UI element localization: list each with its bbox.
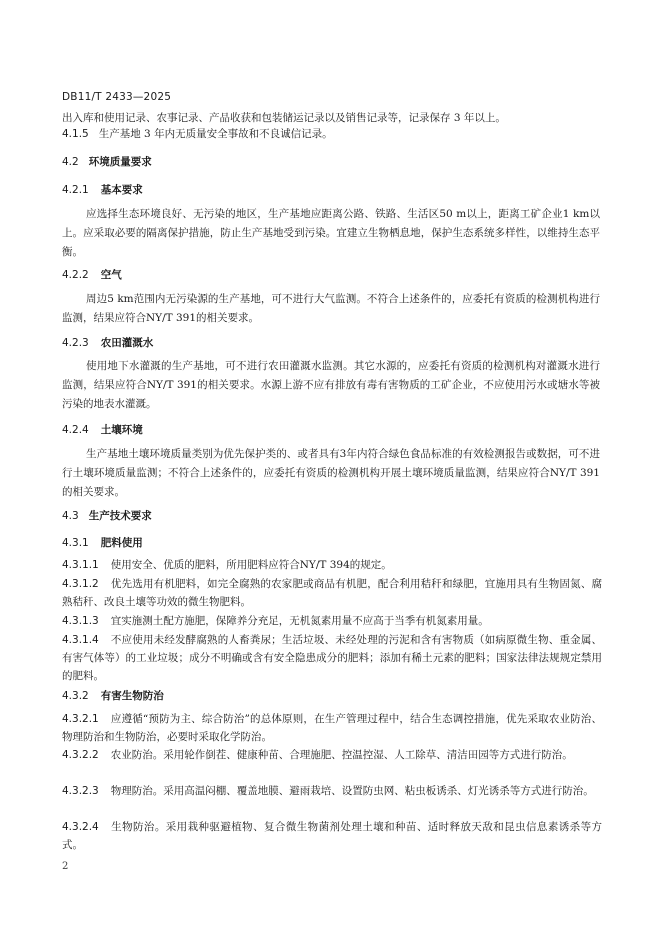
section-4-2-1-heading <box>62 182 143 197</box>
clause-4-3-1-2 <box>62 575 602 611</box>
section-number: 4.2.4 <box>62 424 89 436</box>
section-4-2-2-heading <box>62 267 122 282</box>
clause-text: 生物防治。采用栽种驱避植物、复合微生物菌剂处理土壤和种苗、适时释放天敌和昆虫信息素诱杀等方式。 <box>62 821 602 851</box>
page-number: 2 <box>62 861 69 872</box>
clause-text: 宜实施测土配方施肥，保障养分充足，无机氮素用量不应高于当季有机氮素用量。 <box>110 615 489 627</box>
clause-number: 4.3.2.2 <box>62 749 99 761</box>
clause-4-3-2-2 <box>62 746 602 764</box>
continued-paragraph: 出入库和使用记录、农事记录、产品收获和包装储运记录以及销售记录等，记录保存 3 年以上。 <box>62 112 506 124</box>
section-number: 4.3 <box>62 510 79 522</box>
clause-text: 物理防治。采用高温闷棚、覆盖地膜、避雨栽培、设置防虫网、粘虫板诱杀、灯光诱杀等方式进行防治。 <box>110 785 594 797</box>
section-title: 空气 <box>100 269 122 281</box>
section-4-3-2-heading <box>62 688 164 703</box>
section-number: 4.2.1 <box>62 184 89 196</box>
clause-text: 农业防治。采用轮作倒茬、健康种苗、合理施肥、控温控湿、人工除草、清洁田园等方式进行防治。 <box>110 749 573 761</box>
clause-number: 4.3.2.4 <box>62 821 99 833</box>
document-code: DB11/T 2433—2025 <box>62 91 172 103</box>
section-number: 4.2 <box>62 156 79 168</box>
clause-number: 4.3.1.4 <box>62 634 99 646</box>
clause-number: 4.1.5 <box>62 128 89 140</box>
clause-number: 4.3.2.1 <box>62 713 99 725</box>
section-title: 有害生物防治 <box>100 690 164 702</box>
clause-4-1-5 <box>62 127 602 142</box>
section-4-2-4-heading <box>62 422 143 437</box>
section-4-2-4-text: 生产基地土壤环境质量类别为优先保护类的、或者具有3年内符合绿色食品标准的有效检测报告或数据，可不进行土壤环境质量监测；不符合上述条件的，应委托有资质的检测机构开展土壤环境质量监测，结果应符合NY/T 391的相关要求。 <box>62 448 600 498</box>
section-title: 生产技术要求 <box>88 510 152 522</box>
clause-number: 4.3.2.3 <box>62 785 99 797</box>
section-4-2-3-text: 使用地下水灌溉的生产基地，可不进行农田灌溉水监测。其它水源的，应委托有资质的检测机构对灌溉水进行监测，结果应符合NY/T 391的相关要求。水源上游不应有排放有毒有害物质的工矿企业，不应使用污水或塘水等被污染的地表水灌溉。 <box>62 360 600 410</box>
clause-4-3-1-3 <box>62 612 602 630</box>
section-4-3-heading <box>62 508 152 523</box>
clause-4-3-1-4 <box>62 631 602 685</box>
section-number: 4.2.3 <box>62 337 89 349</box>
section-number: 4.2.2 <box>62 269 89 281</box>
clause-text: 使用安全、优质的肥料，所用肥料应符合NY/T 394的规定。 <box>110 559 392 571</box>
clause-4-3-1-1 <box>62 556 602 574</box>
clause-4-3-2-3 <box>62 782 602 800</box>
clause-4-3-2-1 <box>62 710 602 746</box>
section-4-2-3-heading <box>62 335 153 350</box>
clause-text: 应遵循“预防为主、综合防治”的总体原则，在生产管理过程中，结合生态调控措施，优先采取农业防治、物理防治和生物防治，必要时采取化学防治。 <box>62 713 602 743</box>
section-title: 土壤环境 <box>100 424 143 436</box>
clause-4-3-2-4 <box>62 818 602 854</box>
clause-number: 4.3.1.3 <box>62 615 99 627</box>
clause-number: 4.3.1.2 <box>62 578 99 590</box>
section-4-2-1-text: 应选择生态环境良好、无污染的地区，生产基地应距离公路、铁路、生活区50 m以上，距离工矿企业1 km以上。应采取必要的隔离保护措施，防止生产基地受到污染。宜建立生物栖息地，保护生态系统多样性，以维持生态平衡。 <box>62 208 600 258</box>
clause-number: 4.3.1.1 <box>62 559 99 571</box>
section-4-2-heading <box>62 154 152 169</box>
section-title: 肥料使用 <box>100 537 143 549</box>
section-number: 4.3.1 <box>62 537 89 549</box>
clause-text: 生产基地 3 年内无质量安全事故和不良诚信记录。 <box>98 128 333 140</box>
section-number: 4.3.2 <box>62 690 89 702</box>
section-title: 基本要求 <box>100 184 143 196</box>
section-4-3-1-heading <box>62 535 143 550</box>
clause-text: 不应使用未经发酵腐熟的人畜粪尿；生活垃圾、未经处理的污泥和含有害物质（如病原微生物、重金属、有害气体等）的工业垃圾；成分不明确或含有安全隐患成分的肥料；添加有稀土元素的肥料；国家法律法规规定禁用的肥料。 <box>62 634 602 682</box>
clause-text: 优先选用有机肥料，如完全腐熟的农家肥或商品有机肥，配合利用秸秆和绿肥，宜施用具有生物固氮、腐熟秸秆、改良土壤等功效的微生物肥料。 <box>62 578 602 608</box>
section-4-2-2-text: 周边5 km范围内无污染源的生产基地，可不进行大气监测。不符合上述条件的，应委托有资质的检测机构进行监测，结果应符合NY/T 391的相关要求。 <box>62 293 600 324</box>
section-title: 农田灌溉水 <box>100 337 154 349</box>
section-title: 环境质量要求 <box>88 156 152 168</box>
